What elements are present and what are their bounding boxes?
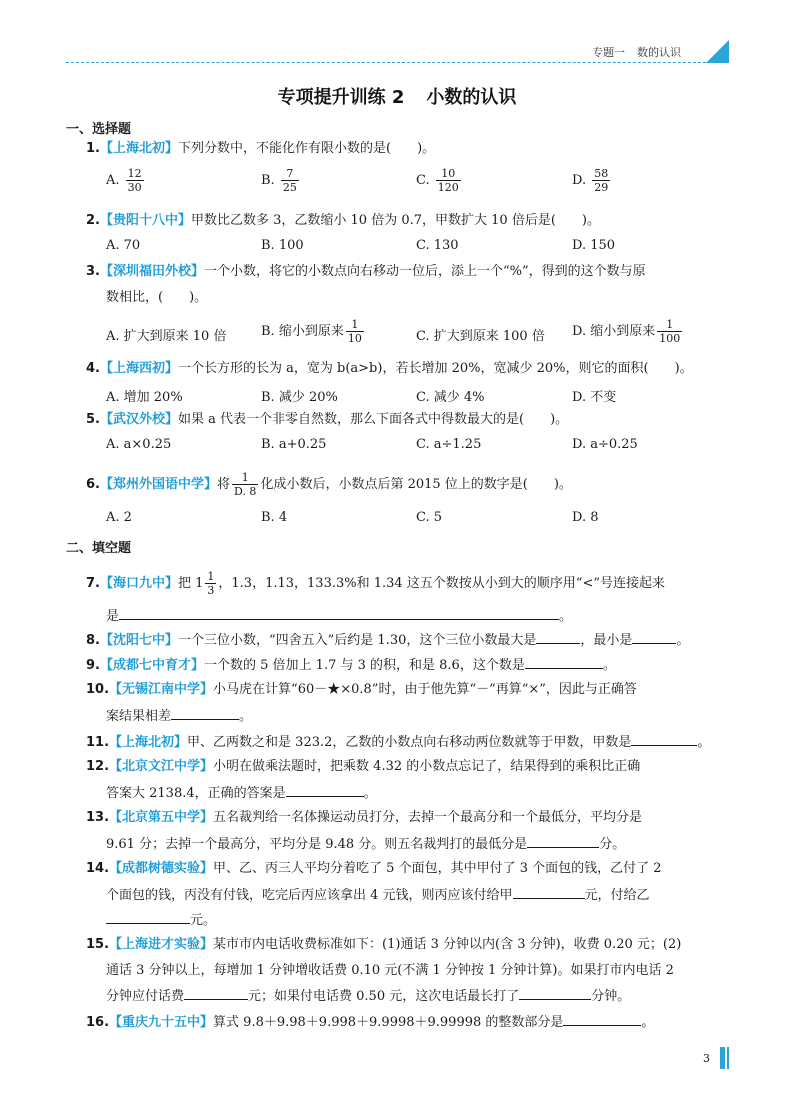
question-source-tag: 【上海北初】 [99, 141, 178, 156]
answer-blank[interactable] [184, 986, 248, 1000]
header-topic: 数的认识 [637, 46, 681, 59]
option-b: B. 100 [261, 238, 304, 253]
fraction: $\frac{1}{3}$ [207, 570, 215, 597]
question-source-tag: 【上海北初】 [109, 735, 188, 750]
question-11: 11.【上海北初】甲、乙两数之和是 323.2，乙数的小数点向右移动两位数就等于甲数，甲数是 。 [86, 732, 710, 753]
option-c: C. 130 [416, 238, 459, 253]
option-a: A. 增加 20% [106, 390, 183, 405]
question-15-continued-2: 分钟应付话费 元；如果付电话费 0.50 元，这次电话最长打了 分钟。 [106, 986, 630, 1007]
question-3-continued: 数相比，( )。 [106, 290, 208, 305]
option-b: B. 减少 20% [261, 390, 338, 405]
answer-blank[interactable] [631, 732, 697, 746]
option-c: C. 减少 4% [416, 390, 485, 405]
question-12-continued: 答案大 2138.4，正确的答案是 。 [106, 783, 377, 804]
option-b: B. 缩小到原来 $\frac{1}{10}$ [261, 318, 362, 345]
page-title [0, 83, 794, 109]
option-d: D. 150 [572, 238, 616, 253]
option-c: C. 扩大到原来 100 倍 [416, 329, 545, 344]
question-5: 5.【武汉外校】如果 a 代表一个非零自然数，那么下面各式中得数最大的是( )。 [86, 412, 569, 427]
question-source-tag: 【重庆九十五中】 [109, 1015, 214, 1030]
question-13: 13.【北京第五中学】五名裁判给一名体操运动员打分，去掉一个最高分和一个最低分，平均分是 [86, 810, 643, 825]
question-1 [86, 139, 435, 159]
question-2: 2.【贵阳十八中】甲数比乙数多 3，乙数缩小 10 倍为 0.7，甲数扩大 10 倍后是( )。 [86, 213, 600, 228]
option-b: B. 4 [261, 510, 288, 525]
question-source-tag: 【海口九中】 [99, 576, 178, 591]
answer-blank[interactable] [119, 606, 559, 620]
question-14: 14.【成都树德实验】甲、乙、丙三人平均分着吃了 5 个面包，其中甲付了 3 个面包的钱，乙付了 2 [86, 861, 662, 876]
question-text: 下列分数中，不能化作有限小数的是( )。 [178, 141, 436, 156]
question-6: 6.【郑州外国语中学】将 $\frac{1}{D. 8}$ 化成小数后，小数点后第 2015 位上的数字是( )。 [86, 471, 572, 498]
option-a: A. 2 [106, 510, 132, 525]
option-d: D. $\frac{58}{29}$ [572, 167, 609, 194]
option-c: C. $\frac{10}{120}$ [416, 167, 459, 194]
option-b: B. $\frac{7}{25}$ [261, 167, 297, 194]
option-a: A. 70 [106, 238, 141, 253]
fraction: $\frac{10}{120}$ [437, 167, 459, 194]
question-number: 1. [86, 141, 100, 156]
answer-blank[interactable] [286, 783, 364, 797]
question-source-tag: 【成都树德实验】 [109, 861, 214, 876]
question-source-tag: 【无锡江南中学】 [109, 682, 214, 697]
fraction: $\frac{1}{D. 8}$ [234, 471, 257, 498]
question-13-continued: 9.61 分；去掉一个最高分，平均分是 9.48 分。则五名裁判打的最低分是 分。 [106, 834, 625, 855]
option-c: C. a÷1.25 [416, 437, 482, 452]
answer-blank[interactable] [632, 630, 676, 644]
question-4: 4.【上海西初】一个长方形的长为 a，宽为 b(a>b)，若长增加 20%，宽减少 20%，则它的面积( )。 [86, 361, 693, 376]
title-sub: 小数的认识 [426, 87, 517, 108]
option-a: A. 扩大到原来 10 倍 [106, 329, 227, 344]
answer-blank[interactable] [106, 910, 190, 924]
answer-blank[interactable] [171, 706, 239, 720]
section-fill-heading: 二、填空题 [66, 541, 132, 556]
answer-blank[interactable] [527, 834, 599, 848]
running-header [592, 44, 681, 60]
section-choice-heading: 一、选择题 [66, 122, 132, 137]
question-source-tag: 【贵阳十八中】 [99, 213, 191, 228]
question-7: 7.【海口九中】把 1 $\frac{1}{3}$ ，1.3，1.13，133.3%和 1.34 这五个数按从小到大的顺序用“<”号连接起来 [86, 570, 665, 597]
answer-blank[interactable] [519, 986, 591, 1000]
question-source-tag: 【成都七中育才】 [99, 658, 204, 673]
answer-blank[interactable] [536, 630, 580, 644]
page-number: 3 [703, 1052, 710, 1065]
question-source-tag: 【上海进才实验】 [109, 937, 214, 952]
option-a: A. $\frac{12}{30}$ [106, 167, 142, 194]
question-source-tag: 【北京文江中学】 [109, 759, 214, 774]
option-d: D. 不变 [572, 390, 617, 405]
option-d: D. 缩小到原来 $\frac{1}{100}$ [572, 318, 681, 345]
answer-blank[interactable] [513, 885, 585, 899]
question-10-continued: 案结果相差 。 [106, 706, 252, 727]
question-10: 10.【无锡江南中学】小马虎在计算“60－★×0.8”时，由于他先算“－”再算“×”，因此与正确答 [86, 682, 637, 697]
question-8: 8.【沈阳七中】一个三位小数，“四舍五入”后约是 1.30，这个三位小数最大是 ，最小是 。 [86, 630, 689, 651]
question-source-tag: 【沈阳七中】 [99, 633, 178, 648]
answer-blank[interactable] [563, 1012, 641, 1026]
page-marker-bar-thin [727, 1047, 729, 1069]
question-source-tag: 【深圳福田外校】 [99, 264, 204, 279]
option-d: D. 8 [572, 510, 599, 525]
question-16: 16.【重庆九十五中】算式 9.8＋9.98＋9.998＋9.9998＋9.99998 的整数部分是 。 [86, 1012, 654, 1033]
page-marker-bar [720, 1047, 725, 1069]
question-7-continued: 是 。 [106, 606, 572, 627]
question-14-continued-2: 元。 [106, 910, 216, 931]
fraction: $\frac{58}{29}$ [594, 167, 609, 194]
question-12: 12.【北京文江中学】小明在做乘法题时，把乘数 4.32 的小数点忘记了，结果得到的乘积比正确 [86, 759, 641, 774]
option-a: A. a×0.25 [106, 437, 172, 452]
title-main: 专项提升训练 2 [277, 87, 405, 108]
question-source-tag: 【郑州外国语中学】 [99, 477, 217, 492]
question-15: 15.【上海进才实验】某市市内电话收费标准如下：(1)通话 3 分钟以内(含 3 分钟)，收费 0.20 元；(2) [86, 937, 682, 952]
question-14-continued: 个面包的钱，丙没有付钱，吃完后丙应该拿出 4 元钱，则丙应该付给甲 元，付给乙 [106, 885, 650, 906]
question-source-tag: 【上海西初】 [99, 361, 178, 376]
question-source-tag: 【北京第五中学】 [109, 810, 214, 825]
header-divider [66, 62, 706, 63]
answer-blank[interactable] [525, 655, 603, 669]
question-source-tag: 【武汉外校】 [99, 412, 178, 427]
fraction: $\frac{7}{25}$ [282, 167, 297, 194]
option-c: C. 5 [416, 510, 443, 525]
question-3: 3.【深圳福田外校】一个小数，将它的小数点向右移动一位后，添上一个“%”，得到的这个数与原 [86, 264, 646, 279]
question-9: 9.【成都七中育才】一个数的 5 倍加上 1.7 与 3 的积，和是 8.6，这个数是 。 [86, 655, 616, 676]
header-corner-triangle-icon [706, 40, 729, 63]
question-15-continued: 通话 3 分钟以上，每增加 1 分钟增收话费 0.10 元(不满 1 分钟按 1 分钟计算)。如果打市内电话 2 [106, 963, 674, 978]
option-d: D. a÷0.25 [572, 437, 638, 452]
option-b: B. a+0.25 [261, 437, 327, 452]
header-section: 专题一 [592, 46, 625, 59]
fraction: $\frac{12}{30}$ [127, 167, 142, 194]
